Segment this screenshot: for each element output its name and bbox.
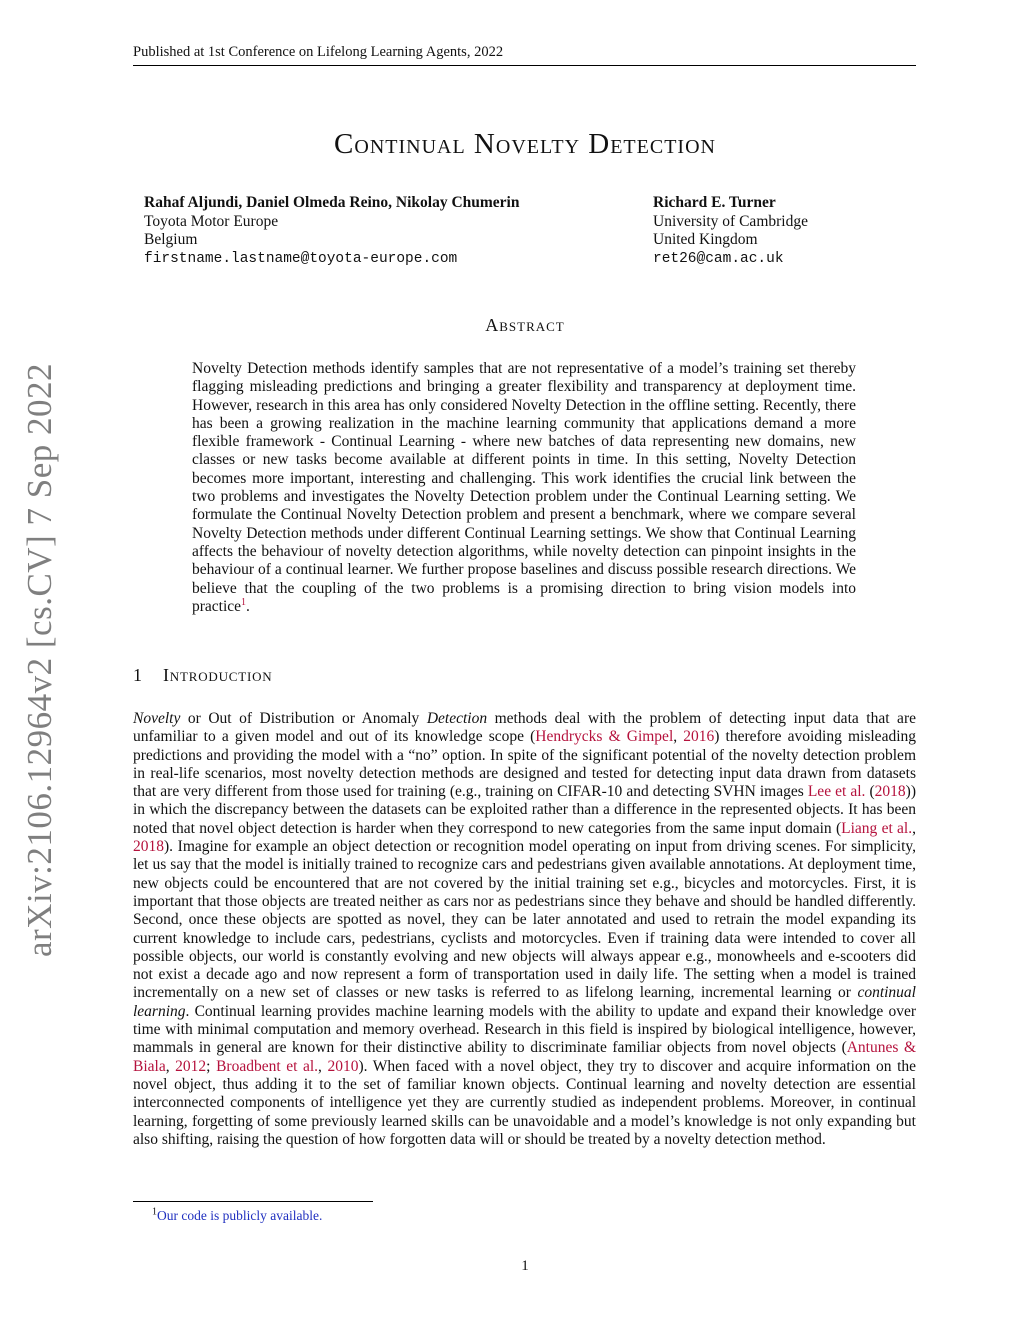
intro-text: or Out of Distribution or Anomaly — [180, 710, 427, 727]
author-names: Rahaf Aljundi, Daniel Olmeda Reino, Nikolay Chumerin — [144, 194, 520, 211]
author-country: Belgium — [144, 231, 198, 248]
author-email[interactable]: firstname.lastname@toyota-europe.com — [144, 250, 458, 267]
intro-text: )) in which the discrepancy between the datasets can be exploited rather than a difference in the represented objects. It has been noted that novel object detection is harder when they correspond to new categories from the same input domain ( — [133, 783, 916, 837]
intro-text: continual learning — [133, 984, 916, 1020]
footnote-mark: 1 — [152, 1206, 157, 1218]
intro-text: ). When faced with a novel object, they try to discover and acquire information on the novel object, thus adding it to the set of familiar known objects. Continual learning and novelty detection are essential interconnected components of intelligence yet they are currently studied as independent problems. Moreover, in continual learning, forgetting of some previously learned skills can be unavoidable and a model’s knowledge is not only expanding but also shifting, raising the question of how forgotten data will or should be treated by a novelty detection method. — [133, 1057, 917, 1148]
abstract-text: Novelty Detection methods identify samples that are not representative of a model’s training set thereby flagging misleading predictions and bringing a greater flexibility and transparency at deployment time. However, research in this area has only considered Novelty Detection in the offline setting. Recently, there has been a growing realization in the machine learning community that applications demand a more flexible framework - Continual Learning - where new batches of data representing new domains, new classes or new tasks become available at different points in time. In this setting, Novelty Detection becomes more important, interesting and challenging. This work identifies the crucial link between the two problems and investigates the Novelty Detection problem under the Continual Learning setting. We formulate the Continual Novelty Detection problem and present a benchmark, where we compare several Novelty Detection methods under different Continual Learning settings. We show that Continual Learning affects the behaviour of novelty detection algorithms, while novelty detection can pinpoint insights in the behaviour of a continual learner. We further propose baselines and discuss possible research directions. We believe that the coupling of the two problems is a promising direction to bring vision models into practice — [192, 360, 856, 615]
page-number: 1 — [521, 1258, 529, 1274]
intro-text: ). Imagine for example an object detection or recognition model operating on input from driving scenes. For simplicity, let us say that the model is initially trained to recognize cars and pedestrians given available annotations. At deployment time, new objects could be encountered that are not covered by the initial training set e.g., bicycles and motorcycles. First, it is important that those objects are treated neither as cars nor as pedestrians since they behave and should be handled differently. Second, once these objects are spotted as novel, they can be later annotated and used to retrain the model expanding its current knowledge to include cars, pedestrians, cyclists and motorcycles. Even if training data were intended to cover all possible objects, our world is constantly evolving and new objects will always appear e.g., monowheels and e-scooters did not exist a decade ago and now represent a form of transportation used in daily life. The setting when a model is trained incrementally on a new set of classes or new tasks is referred to as lifelong learning, incremental learning or — [133, 838, 916, 1002]
author-block-left — [144, 194, 520, 268]
citation-link[interactable]: Hendrycks & Gimpel — [535, 728, 674, 746]
running-header: Published at 1st Conference on Lifelong Learning Agents, 2022 — [133, 44, 916, 66]
author-block-right — [653, 194, 808, 268]
section-number: 1 — [133, 665, 142, 685]
author-affiliation: University of Cambridge — [653, 212, 808, 230]
footnote — [152, 1208, 322, 1224]
citation-link[interactable]: Lee et al. — [807, 783, 866, 801]
citation-link[interactable]: 2012 — [175, 1057, 207, 1075]
citation-link[interactable]: Antunes & Biala — [133, 1039, 917, 1075]
abstract-body — [192, 360, 856, 616]
abstract-heading: Abstract — [485, 315, 565, 335]
author-names: Richard E. Turner — [653, 194, 776, 211]
intro-text: , — [673, 728, 684, 746]
intro-text: Detection — [426, 710, 488, 727]
arxiv-stamp: arXiv:2106.12964v2 [cs.CV] 7 Sep 2022 — [20, 362, 59, 958]
author-affiliation: Toyota Motor Europe — [144, 212, 279, 230]
intro-text: . Continual learning provides machine learning models with the ability to update and expand their knowledge over time with minimal computation and memory overhead. Research in this field is inspired by biological intelligence, however, mammals in general are known for their distinctive ability to discriminate familiar objects from novel objects ( — [133, 1002, 916, 1057]
section-title: Introduction — [163, 665, 273, 685]
abstract-end: . — [246, 597, 250, 615]
paper-title: Continual Novelty Detection — [334, 128, 716, 160]
intro-text: methods deal with the problem of detecting input data that are unfamiliar to a given model and out of its knowledge scope ( — [133, 710, 916, 746]
footnote-link[interactable]: 1 — [241, 596, 247, 608]
intro-text: ( — [865, 783, 875, 801]
intro-text: Novelty — [133, 710, 181, 727]
intro-paragraph — [133, 710, 916, 1149]
intro-text: , — [165, 1057, 176, 1075]
citation-link[interactable]: 2016 — [683, 728, 715, 746]
citation-link[interactable]: Liang et al. — [841, 819, 913, 837]
citation-link[interactable]: 2010 — [327, 1057, 359, 1075]
citation-link[interactable]: 2018 — [133, 838, 164, 856]
footnote-text[interactable]: Our code is publicly available. — [157, 1208, 323, 1223]
citation-link[interactable]: Broadbent et al. — [216, 1057, 319, 1075]
section-heading — [133, 665, 272, 686]
intro-text: , — [912, 819, 916, 837]
citation-link[interactable]: 2018 — [874, 783, 906, 801]
author-country: United Kingdom — [653, 231, 758, 248]
footnote-divider — [133, 1201, 373, 1202]
intro-text: , — [318, 1057, 328, 1075]
intro-text: ) therefore avoiding misleading predictions and providing the model with a “no” option. In spite of the significant potential of the novelty detection problem in real-life scenarios, most novelty detection methods are designed and tested for detecting input data drawn from datasets that are very different from those used for training (e.g., training on CIFAR-10 and detecting SVHN images — [133, 728, 917, 801]
intro-text: ; — [206, 1057, 217, 1075]
author-email[interactable]: ret26@cam.ac.uk — [653, 250, 784, 267]
